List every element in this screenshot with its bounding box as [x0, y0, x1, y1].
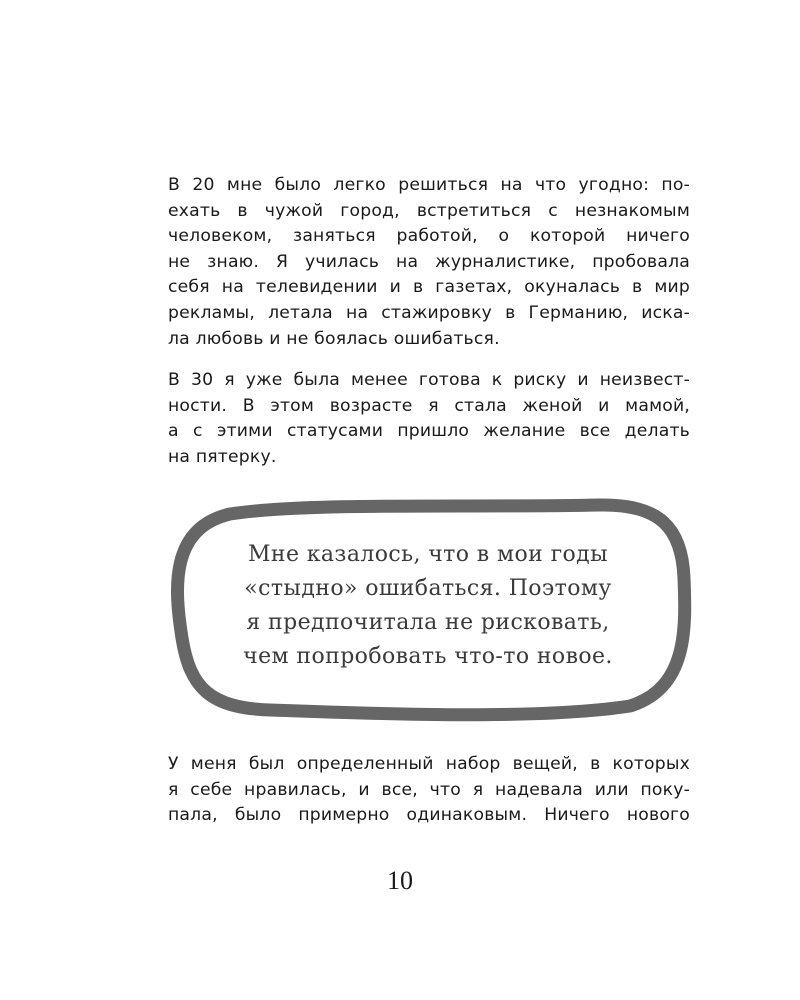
- paragraph-line: на пятерку.: [168, 446, 277, 467]
- paragraph-line: пала, было примерно одинаковым. Ничего нового: [168, 805, 690, 826]
- quote-line: «стыдно» ошибаться. Поэтому: [244, 576, 612, 601]
- paragraph-line: ехать в чужой город, встретиться с незнакомым: [168, 200, 690, 221]
- paragraph-1: [168, 173, 690, 352]
- paragraph-line: я себе нравилась, и все, что я надевала или поку-: [168, 779, 690, 800]
- paragraph-line: В 30 я уже была менее готова к риску и неизвест-: [168, 370, 690, 390]
- paragraph-line: человеком, заняться работой, о которой ничего: [168, 226, 690, 247]
- quote-line: чем попробовать что-то новое.: [243, 644, 613, 669]
- paragraph-line: В 20 мне было легко решиться на что угодно: по-: [168, 175, 690, 195]
- paragraph-line: себя на телевидении и в газетах, окуналась в мир: [168, 277, 690, 298]
- paragraph-2: [168, 368, 690, 470]
- paragraph-line: не знаю. Я училась на журналистике, пробовала: [168, 251, 690, 272]
- quote-line: я предпочитала не рисковать,: [246, 610, 610, 635]
- quote-line: Мне казалось, что в мои годы: [247, 542, 609, 567]
- pull-quote: [160, 488, 696, 724]
- page-number: 10: [387, 866, 413, 895]
- paragraph-line: У меня был определенный набор вещей, в которых: [168, 754, 690, 774]
- paragraph-line: ности. В этом возрасте я стала женой и мамой,: [168, 395, 690, 416]
- paragraph-line: а с этими статусами пришло желание все делать: [168, 421, 690, 442]
- paragraph-3: [168, 752, 690, 829]
- paragraph-line: ла любовь и не боялась ошибаться.: [168, 328, 500, 349]
- quote-text: [220, 538, 636, 674]
- paragraph-line: рекламы, летала на стажировку в Германию, иска-: [168, 302, 690, 323]
